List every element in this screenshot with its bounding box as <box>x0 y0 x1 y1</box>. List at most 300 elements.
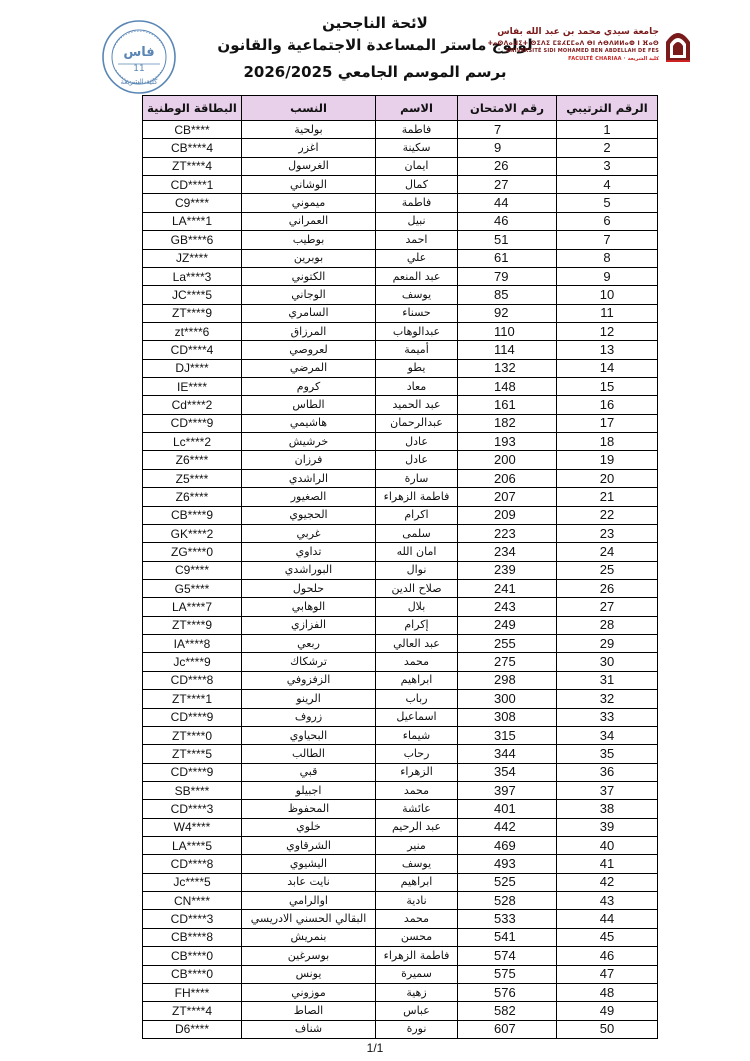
table-row <box>143 304 658 322</box>
stamp-number: 11 <box>133 64 145 74</box>
cell-last-name: غربي <box>242 524 376 542</box>
cell-exam-number: 209 <box>458 506 557 524</box>
cell-national-id: LA****7 <box>143 598 242 616</box>
academic-year: برسم الموسم الجامعي 2026/2025 <box>243 63 507 81</box>
cell-rank: 46 <box>557 947 658 965</box>
cell-first-name: كمال <box>376 176 458 194</box>
cell-rank: 25 <box>557 561 658 579</box>
cell-exam-number: 401 <box>458 800 557 818</box>
table-row <box>143 139 658 157</box>
cell-rank: 29 <box>557 635 658 653</box>
cell-rank: 27 <box>557 598 658 616</box>
cell-first-name: نوال <box>376 561 458 579</box>
column-header-exam-number: رقم الامتحان <box>458 96 557 121</box>
cell-national-id: ZT****9 <box>143 304 242 322</box>
table-row <box>143 543 658 561</box>
cell-last-name: اجبيلو <box>242 781 376 799</box>
cell-first-name: رحاب <box>376 745 458 763</box>
cell-last-name: الغرسول <box>242 157 376 175</box>
cell-rank: 12 <box>557 322 658 340</box>
cell-national-id: CD****9 <box>143 708 242 726</box>
cell-rank: 30 <box>557 653 658 671</box>
column-header-rank: الرقم الترتيبي <box>557 96 658 121</box>
cell-rank: 4 <box>557 176 658 194</box>
cell-exam-number: 61 <box>458 249 557 267</box>
cell-first-name: فاطمة الزهراء <box>376 488 458 506</box>
table-row <box>143 561 658 579</box>
cell-national-id: JZ**** <box>143 249 242 267</box>
cell-first-name: فاطمة <box>376 194 458 212</box>
cell-rank: 5 <box>557 194 658 212</box>
cell-last-name: المرزاق <box>242 322 376 340</box>
cell-exam-number: 582 <box>458 1002 557 1020</box>
cell-first-name: محمد <box>376 653 458 671</box>
table-row <box>143 341 658 359</box>
cell-exam-number: 26 <box>458 157 557 175</box>
cell-exam-number: 239 <box>458 561 557 579</box>
cell-last-name: الطاس <box>242 396 376 414</box>
university-crest-icon <box>663 24 693 64</box>
cell-first-name: احمد <box>376 231 458 249</box>
cell-rank: 3 <box>557 157 658 175</box>
cell-last-name: الرينو <box>242 690 376 708</box>
cell-first-name: عبد المنعم <box>376 267 458 285</box>
cell-rank: 19 <box>557 451 658 469</box>
cell-rank: 44 <box>557 910 658 928</box>
cell-last-name: بوسرغين <box>242 947 376 965</box>
cell-rank: 23 <box>557 524 658 542</box>
table-row <box>143 451 658 469</box>
cell-national-id: CB****4 <box>143 139 242 157</box>
table-row <box>143 873 658 891</box>
cell-first-name: أميمة <box>376 341 458 359</box>
cell-national-id: zt****6 <box>143 322 242 340</box>
cell-first-name: منير <box>376 837 458 855</box>
cell-exam-number: 493 <box>458 855 557 873</box>
cell-first-name: ابراهيم <box>376 671 458 689</box>
cell-national-id: Jc****9 <box>143 653 242 671</box>
cell-first-name: نادية <box>376 892 458 910</box>
cell-last-name: اغزر <box>242 139 376 157</box>
table-row <box>143 488 658 506</box>
cell-rank: 50 <box>557 1020 658 1038</box>
cell-exam-number: 132 <box>458 359 557 377</box>
cell-first-name: سلمى <box>376 524 458 542</box>
cell-national-id: CB****0 <box>143 965 242 983</box>
cell-national-id: CD****4 <box>143 341 242 359</box>
page-title: لائحة الناجحين <box>322 14 428 32</box>
cell-exam-number: 206 <box>458 469 557 487</box>
title-block <box>195 12 555 84</box>
cell-last-name: شناف <box>242 1020 376 1038</box>
cell-national-id: IE**** <box>143 378 242 396</box>
cell-exam-number: 234 <box>458 543 557 561</box>
cell-first-name: حسناء <box>376 304 458 322</box>
table-row <box>143 726 658 744</box>
cell-rank: 8 <box>557 249 658 267</box>
cell-last-name: البحياوي <box>242 726 376 744</box>
table-row <box>143 249 658 267</box>
cell-national-id: CD****8 <box>143 671 242 689</box>
faculty-stamp <box>100 18 178 96</box>
cell-last-name: ربعي <box>242 635 376 653</box>
cell-rank: 7 <box>557 231 658 249</box>
cell-first-name: عادل <box>376 451 458 469</box>
cell-last-name: بنمريش <box>242 928 376 946</box>
cell-first-name: بلال <box>376 598 458 616</box>
cell-national-id: ZG****0 <box>143 543 242 561</box>
cell-last-name: بولحية <box>242 121 376 139</box>
cell-national-id: D6**** <box>143 1020 242 1038</box>
cell-exam-number: 469 <box>458 837 557 855</box>
cell-rank: 45 <box>557 928 658 946</box>
cell-first-name: عبد الرحيم <box>376 818 458 836</box>
cell-national-id: CB****8 <box>143 928 242 946</box>
cell-first-name: يطو <box>376 359 458 377</box>
table-row <box>143 322 658 340</box>
university-arabic-name: جامعة سيدي محمد بن عبد الله بفاس <box>497 27 659 37</box>
cell-national-id: Z6**** <box>143 488 242 506</box>
table-row <box>143 1002 658 1020</box>
cell-national-id: CB**** <box>143 121 242 139</box>
cell-rank: 36 <box>557 763 658 781</box>
cell-exam-number: 110 <box>458 322 557 340</box>
cell-rank: 34 <box>557 726 658 744</box>
cell-first-name: ايمان <box>376 157 458 175</box>
cell-exam-number: 9 <box>458 139 557 157</box>
cell-exam-number: 344 <box>458 745 557 763</box>
cell-last-name: المرضي <box>242 359 376 377</box>
table-row <box>143 653 658 671</box>
table-row <box>143 671 658 689</box>
cell-first-name: اكرام <box>376 506 458 524</box>
cell-first-name: نبيل <box>376 212 458 230</box>
cell-first-name: امان الله <box>376 543 458 561</box>
table-row <box>143 965 658 983</box>
cell-rank: 39 <box>557 818 658 836</box>
cell-national-id: La****3 <box>143 267 242 285</box>
cell-first-name: فاطمة الزهراء <box>376 947 458 965</box>
table-row <box>143 947 658 965</box>
cell-first-name: رباب <box>376 690 458 708</box>
table-row <box>143 121 658 139</box>
cell-national-id: C9**** <box>143 561 242 579</box>
cell-exam-number: 243 <box>458 598 557 616</box>
cell-rank: 11 <box>557 304 658 322</box>
table-row <box>143 506 658 524</box>
cell-exam-number: 27 <box>458 176 557 194</box>
cell-national-id: Jc****5 <box>143 873 242 891</box>
cell-exam-number: 7 <box>458 121 557 139</box>
cell-exam-number: 182 <box>458 414 557 432</box>
cell-first-name: عبدالوهاب <box>376 322 458 340</box>
cell-first-name: علي <box>376 249 458 267</box>
cell-last-name: نايت عابد <box>242 873 376 891</box>
cell-first-name: عبد العالي <box>376 635 458 653</box>
cell-first-name: عبدالرحمان <box>376 414 458 432</box>
cell-rank: 6 <box>557 212 658 230</box>
table-row <box>143 690 658 708</box>
cell-national-id: LA****1 <box>143 212 242 230</box>
table-row <box>143 928 658 946</box>
cell-last-name: الوشاني <box>242 176 376 194</box>
cell-exam-number: 193 <box>458 433 557 451</box>
cell-exam-number: 300 <box>458 690 557 708</box>
cell-national-id: FH**** <box>143 983 242 1001</box>
cell-rank: 47 <box>557 965 658 983</box>
cell-last-name: موزوني <box>242 983 376 1001</box>
cell-exam-number: 249 <box>458 616 557 634</box>
table-row <box>143 855 658 873</box>
cell-exam-number: 275 <box>458 653 557 671</box>
cell-rank: 35 <box>557 745 658 763</box>
cell-last-name: الوجاني <box>242 286 376 304</box>
table-row <box>143 176 658 194</box>
table-row <box>143 524 658 542</box>
cell-last-name: خرشيش <box>242 433 376 451</box>
table-row <box>143 910 658 928</box>
cell-exam-number: 148 <box>458 378 557 396</box>
cell-rank: 20 <box>557 469 658 487</box>
cell-exam-number: 46 <box>458 212 557 230</box>
table-row <box>143 469 658 487</box>
cell-exam-number: 607 <box>458 1020 557 1038</box>
cell-national-id: ZT****5 <box>143 745 242 763</box>
cell-national-id: ZT****4 <box>143 157 242 175</box>
cell-national-id: CD****8 <box>143 855 242 873</box>
page-subtitle: لولوج ماستر المساعدة الاجتماعية والقانون <box>217 36 533 54</box>
cell-rank: 24 <box>557 543 658 561</box>
cell-national-id: ZT****9 <box>143 616 242 634</box>
table-header-row <box>143 96 658 121</box>
cell-first-name: سارة <box>376 469 458 487</box>
cell-rank: 43 <box>557 892 658 910</box>
cell-rank: 38 <box>557 800 658 818</box>
cell-national-id: IA****8 <box>143 635 242 653</box>
table-row <box>143 286 658 304</box>
cell-rank: 10 <box>557 286 658 304</box>
university-logo <box>487 24 695 78</box>
stamp-faculty: كلية الشريعة <box>120 78 158 86</box>
table-row <box>143 212 658 230</box>
cell-first-name: عباس <box>376 1002 458 1020</box>
table-row <box>143 800 658 818</box>
cell-exam-number: 241 <box>458 579 557 597</box>
cell-last-name: الصغيور <box>242 488 376 506</box>
cell-national-id: CB****9 <box>143 506 242 524</box>
cell-rank: 2 <box>557 139 658 157</box>
cell-rank: 40 <box>557 837 658 855</box>
cell-national-id: C9**** <box>143 194 242 212</box>
cell-exam-number: 308 <box>458 708 557 726</box>
cell-last-name: الحجيوي <box>242 506 376 524</box>
page-header <box>0 0 750 96</box>
cell-last-name: اوالرامي <box>242 892 376 910</box>
cell-exam-number: 223 <box>458 524 557 542</box>
column-header-last-name: النسب <box>242 96 376 121</box>
cell-first-name: صلاح الدين <box>376 579 458 597</box>
table-row <box>143 818 658 836</box>
table-row <box>143 359 658 377</box>
cell-first-name: معاد <box>376 378 458 396</box>
cell-last-name: قبي <box>242 763 376 781</box>
cell-first-name: محمد <box>376 781 458 799</box>
cell-rank: 1 <box>557 121 658 139</box>
cell-rank: 22 <box>557 506 658 524</box>
cell-rank: 26 <box>557 579 658 597</box>
cell-last-name: الزفزوفي <box>242 671 376 689</box>
cell-national-id: GB****6 <box>143 231 242 249</box>
table-row <box>143 194 658 212</box>
cell-exam-number: 533 <box>458 910 557 928</box>
cell-national-id: JC****5 <box>143 286 242 304</box>
cell-exam-number: 541 <box>458 928 557 946</box>
cell-last-name: ترشكاك <box>242 653 376 671</box>
cell-rank: 17 <box>557 414 658 432</box>
table-row <box>143 708 658 726</box>
cell-first-name: يوسف <box>376 286 458 304</box>
cell-last-name: خلوي <box>242 818 376 836</box>
cell-rank: 49 <box>557 1002 658 1020</box>
cell-exam-number: 114 <box>458 341 557 359</box>
cell-exam-number: 161 <box>458 396 557 414</box>
cell-national-id: Lc****2 <box>143 433 242 451</box>
table-row <box>143 745 658 763</box>
cell-rank: 41 <box>557 855 658 873</box>
cell-exam-number: 79 <box>458 267 557 285</box>
cell-last-name: حلحول <box>242 579 376 597</box>
cell-last-name: المحفوظ <box>242 800 376 818</box>
results-table <box>142 95 658 1039</box>
table-row <box>143 396 658 414</box>
cell-exam-number: 576 <box>458 983 557 1001</box>
cell-rank: 13 <box>557 341 658 359</box>
cell-first-name: ابراهيم <box>376 873 458 891</box>
cell-last-name: الشرقاوي <box>242 837 376 855</box>
cell-first-name: محمد <box>376 910 458 928</box>
cell-first-name: يوسف <box>376 855 458 873</box>
cell-national-id: CB****0 <box>143 947 242 965</box>
cell-exam-number: 51 <box>458 231 557 249</box>
cell-last-name: البقالي الحسني الادريسي <box>242 910 376 928</box>
cell-national-id: GK****2 <box>143 524 242 542</box>
table-row <box>143 616 658 634</box>
table-row <box>143 414 658 432</box>
table-row <box>143 763 658 781</box>
cell-national-id: CN**** <box>143 892 242 910</box>
cell-first-name: سكينة <box>376 139 458 157</box>
cell-last-name: الفزازي <box>242 616 376 634</box>
cell-last-name: الكتوني <box>242 267 376 285</box>
cell-exam-number: 442 <box>458 818 557 836</box>
table-row <box>143 157 658 175</box>
cell-rank: 18 <box>557 433 658 451</box>
cell-exam-number: 85 <box>458 286 557 304</box>
cell-national-id: Cd****2 <box>143 396 242 414</box>
table-row <box>143 378 658 396</box>
cell-last-name: يونس <box>242 965 376 983</box>
cell-last-name: فرزان <box>242 451 376 469</box>
cell-first-name: إكرام <box>376 616 458 634</box>
cell-rank: 42 <box>557 873 658 891</box>
cell-exam-number: 44 <box>458 194 557 212</box>
cell-national-id: Z5**** <box>143 469 242 487</box>
cell-national-id: CD****9 <box>143 414 242 432</box>
cell-rank: 9 <box>557 267 658 285</box>
cell-last-name: اليشيوي <box>242 855 376 873</box>
university-tifinagh-name: ⵜⴰⵙⴷⴰⵡⵉⵜ ⵙⵉⴷⵉ ⵎⵓⵃⵎⵎⴰⴷ ⴱⵏ ⵄⴱⴷⵍⵍⴰⵀ ⵏ ⴼⴰⵙ <box>487 40 659 47</box>
table-row <box>143 598 658 616</box>
table-row <box>143 433 658 451</box>
cell-exam-number: 354 <box>458 763 557 781</box>
cell-last-name: السامري <box>242 304 376 322</box>
cell-last-name: كروم <box>242 378 376 396</box>
cell-last-name: الوهابي <box>242 598 376 616</box>
table-row <box>143 267 658 285</box>
cell-last-name: ميموني <box>242 194 376 212</box>
stamp-city: فاس <box>123 45 155 60</box>
cell-last-name: البوراشدي <box>242 561 376 579</box>
cell-exam-number: 397 <box>458 781 557 799</box>
cell-national-id: G5**** <box>143 579 242 597</box>
cell-exam-number: 528 <box>458 892 557 910</box>
cell-national-id: DJ**** <box>143 359 242 377</box>
column-header-first-name: الاسم <box>376 96 458 121</box>
cell-exam-number: 574 <box>458 947 557 965</box>
cell-rank: 15 <box>557 378 658 396</box>
column-header-national-id: البطاقة الوطنية <box>143 96 242 121</box>
cell-rank: 14 <box>557 359 658 377</box>
cell-national-id: Z6**** <box>143 451 242 469</box>
cell-exam-number: 298 <box>458 671 557 689</box>
cell-first-name: اسماعيل <box>376 708 458 726</box>
cell-last-name: الراشدي <box>242 469 376 487</box>
cell-last-name: زروف <box>242 708 376 726</box>
cell-first-name: الزهراء <box>376 763 458 781</box>
cell-first-name: عائشة <box>376 800 458 818</box>
cell-rank: 21 <box>557 488 658 506</box>
cell-last-name: بوبرين <box>242 249 376 267</box>
table-row <box>143 983 658 1001</box>
table-body <box>143 121 658 1039</box>
cell-national-id: CD****9 <box>143 763 242 781</box>
table-row <box>143 231 658 249</box>
cell-first-name: فاطمة <box>376 121 458 139</box>
cell-rank: 31 <box>557 671 658 689</box>
cell-rank: 33 <box>557 708 658 726</box>
cell-first-name: سميرة <box>376 965 458 983</box>
table-row <box>143 892 658 910</box>
cell-national-id: CD****3 <box>143 910 242 928</box>
cell-exam-number: 207 <box>458 488 557 506</box>
cell-national-id: LA****5 <box>143 837 242 855</box>
table-row <box>143 781 658 799</box>
cell-exam-number: 525 <box>458 873 557 891</box>
cell-first-name: محسن <box>376 928 458 946</box>
cell-exam-number: 255 <box>458 635 557 653</box>
cell-national-id: CD****3 <box>143 800 242 818</box>
university-french-name: UNIVERSITÉ SIDI MOHAMED BEN ABDELLAH DE FES <box>506 48 659 54</box>
cell-last-name: العمراني <box>242 212 376 230</box>
cell-national-id: CD****1 <box>143 176 242 194</box>
cell-exam-number: 200 <box>458 451 557 469</box>
cell-national-id: ZT****1 <box>143 690 242 708</box>
cell-exam-number: 315 <box>458 726 557 744</box>
cell-national-id: ZT****4 <box>143 1002 242 1020</box>
table-row <box>143 1020 658 1038</box>
cell-national-id: SB**** <box>143 781 242 799</box>
cell-rank: 32 <box>557 690 658 708</box>
